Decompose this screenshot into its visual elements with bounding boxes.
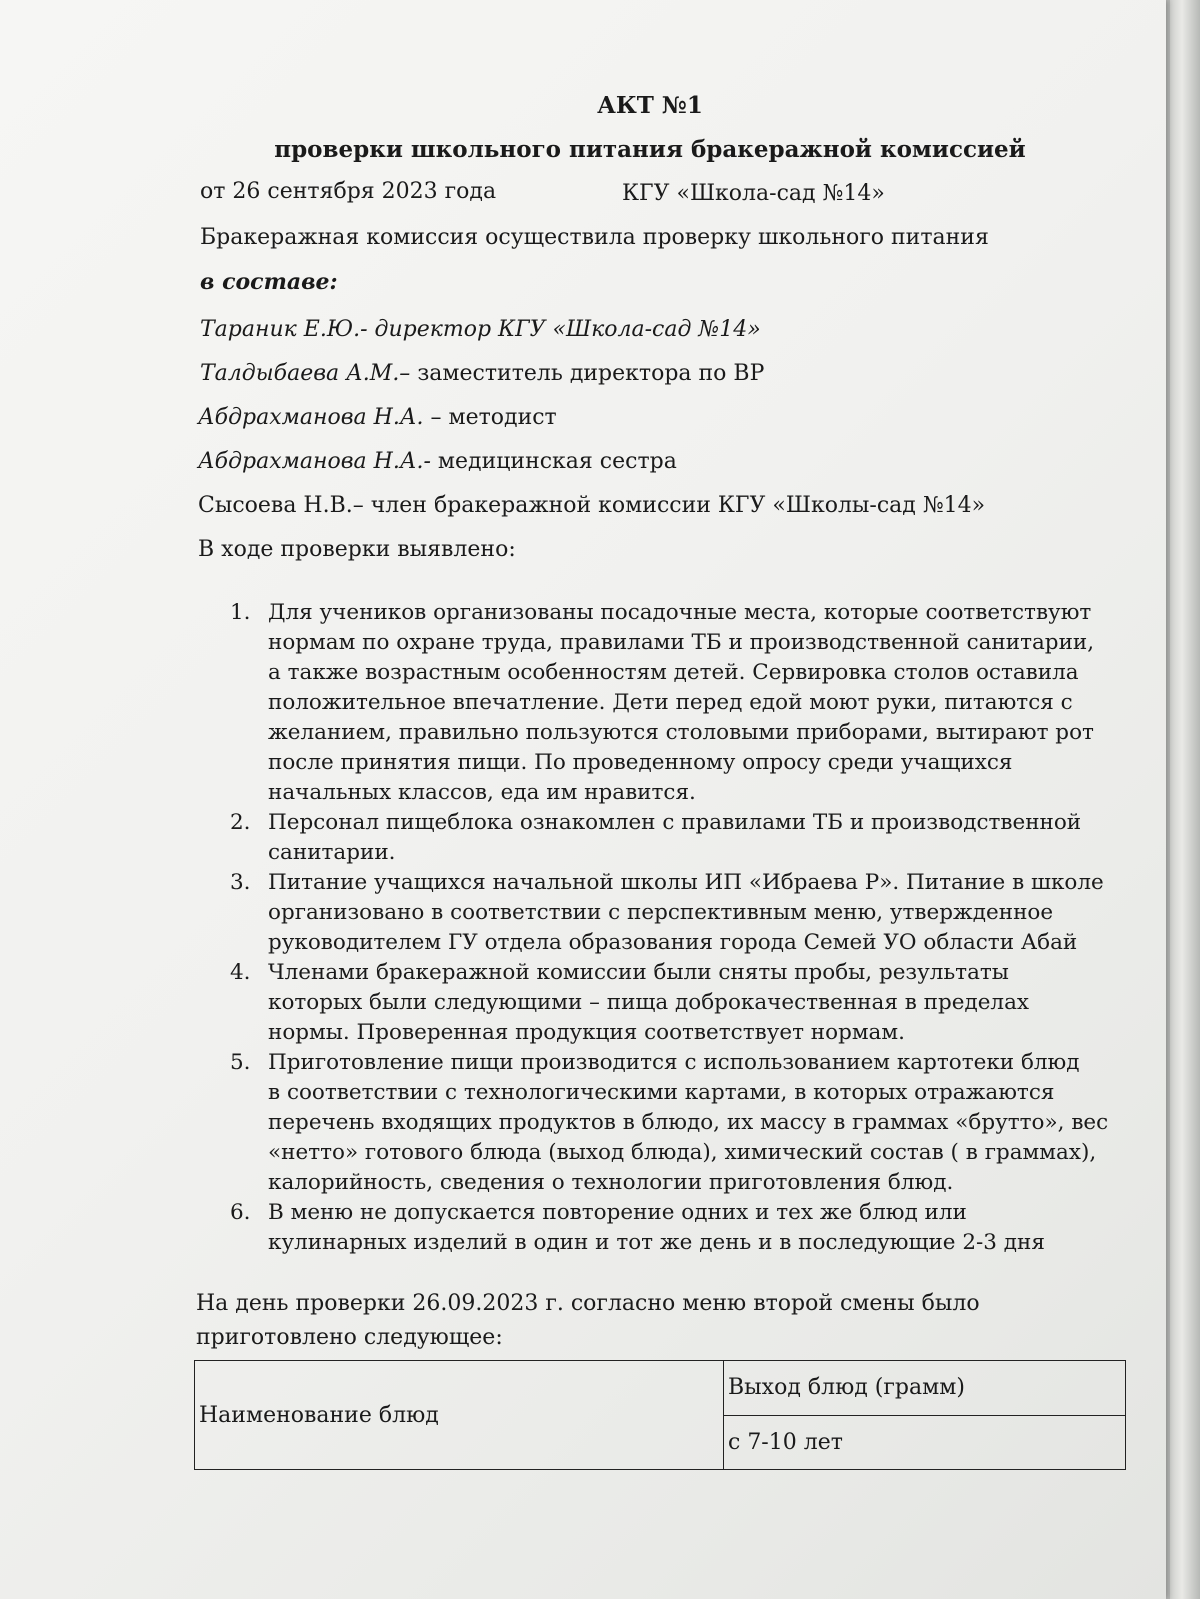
finding-2 — [230, 808, 1130, 868]
member-3-role: – методист — [430, 405, 557, 430]
dishes-table — [194, 1360, 1126, 1470]
finding-1-line-1: Для учеников организованы посадочные места, которые соответствуют — [268, 600, 1092, 625]
finding-1-line-6: после принятия пищи. По проведенному опросу среди учащихся — [268, 750, 1013, 775]
member-2-role: заместитель директора по ВР — [417, 361, 765, 386]
member-5-role: Сысоева Н.В.– член бракеражной комиссии КГУ «Школы-сад №14» — [198, 493, 986, 518]
organization-name: КГУ «Школа-сад №14» — [622, 181, 885, 206]
document-title: АКТ №1 — [597, 92, 703, 119]
finding-number: 4. — [230, 960, 251, 985]
closing-line-1: На день проверки 26.09.2023 г. согласно меню второй смены было — [196, 1291, 980, 1316]
finding-1-line-4: положительное впечатление. Дети перед едой моют руки, питаются с — [268, 690, 1073, 715]
finding-5 — [230, 1048, 1130, 1198]
member-4 — [198, 448, 677, 476]
finding-4-line-3: нормы. Проверенная продукция соответствует нормам. — [268, 1020, 905, 1045]
finding-5-line-4: «нетто» готового блюда (выход блюда), химический состав ( в граммах), — [268, 1140, 1097, 1165]
finding-number: 6. — [230, 1200, 251, 1225]
document-subtitle: проверки школьного питания бракеражной комиссией — [274, 136, 1026, 163]
member-1-name: Тараник Е.Ю.- директор КГУ «Школа-сад №14» — [200, 317, 761, 342]
table-row — [195, 1361, 1126, 1416]
finding-3-line-2: организовано в соответствии с перспективным меню, утвержденное — [268, 900, 1054, 925]
finding-5-line-1: Приготовление пищи производится с использованием картотеки блюд — [268, 1050, 1080, 1075]
table-header-dish-name: Наименование блюд — [195, 1361, 724, 1470]
finding-number: 3. — [230, 870, 251, 895]
finding-1-line-5: желанием, правильно пользуются столовыми приборами, вытирают рот — [268, 720, 1094, 745]
member-1 — [200, 316, 761, 344]
finding-5-line-3: перечень входящих продуктов в блюдо, их массу в граммах «брутто», вес — [268, 1110, 1109, 1135]
finding-4 — [230, 958, 1130, 1048]
closing-line-2: приготовлено следующее: — [196, 1325, 503, 1350]
finding-1-line-7: начальных классов, еда им нравится. — [268, 780, 696, 805]
member-5 — [198, 492, 985, 520]
finding-number: 2. — [230, 810, 251, 835]
finding-6-line-2: кулинарных изделий в один и тот же день и в последующие 2-3 дня — [268, 1230, 1045, 1255]
background-edge — [1170, 0, 1200, 1599]
member-2 — [200, 360, 764, 388]
findings-list — [230, 598, 1130, 1258]
finding-1 — [230, 598, 1130, 808]
finding-6-line-1: В меню не допускается повторение одних и тех же блюд или — [268, 1200, 967, 1225]
finding-5-line-2: в соответствии с технологическими картами, в которых отражаются — [268, 1080, 1055, 1105]
finding-4-line-2: которых были следующими – пища доброкачественная в пределах — [268, 990, 1030, 1015]
member-3-name: Абдрахманова Н.А. — [198, 405, 424, 430]
member-3 — [198, 404, 557, 432]
finding-3-line-1: Питание учащихся начальной школы ИП «Ибраева Р». Питание в школе — [268, 870, 1104, 895]
finding-6 — [230, 1198, 1130, 1258]
member-2-name: Талдыбаева А.М.– — [200, 361, 411, 386]
finding-4-line-1: Членами бракеражной комиссии были сняты пробы, результаты — [268, 960, 1009, 985]
finding-1-line-2: нормам по охране труда, правилами ТБ и производственной санитарии, — [268, 630, 1095, 655]
table-header-age-group: с 7-10 лет — [724, 1415, 1126, 1470]
table-header-yield: Выход блюд (грамм) — [724, 1361, 1126, 1416]
finding-1-line-3: а также возрастным особенностям детей. Сервировка столов оставила — [268, 660, 1079, 685]
finding-2-line-1: Персонал пищеблока ознакомлен с правилами ТБ и производственной — [268, 810, 1082, 835]
finding-3-line-3: руководителем ГУ отдела образования города Семей УО области Абай — [268, 930, 1078, 955]
composition-label: в составе: — [200, 269, 338, 295]
finding-3 — [230, 868, 1130, 958]
finding-number: 1. — [230, 600, 251, 625]
member-4-name: Абдрахманова Н.А.- — [198, 449, 431, 474]
finding-2-line-2: санитарии. — [268, 840, 396, 865]
findings-label: В ходе проверки выявлено: — [198, 537, 516, 562]
intro-text: Бракеражная комиссия осуществила проверку школьного питания — [200, 225, 989, 250]
member-4-role: медицинская сестра — [437, 449, 677, 474]
finding-5-line-5: калорийность, сведения о технологии приготовления блюд. — [268, 1170, 954, 1195]
act-date: от 26 сентября 2023 года — [200, 179, 497, 204]
finding-number: 5. — [230, 1050, 251, 1075]
